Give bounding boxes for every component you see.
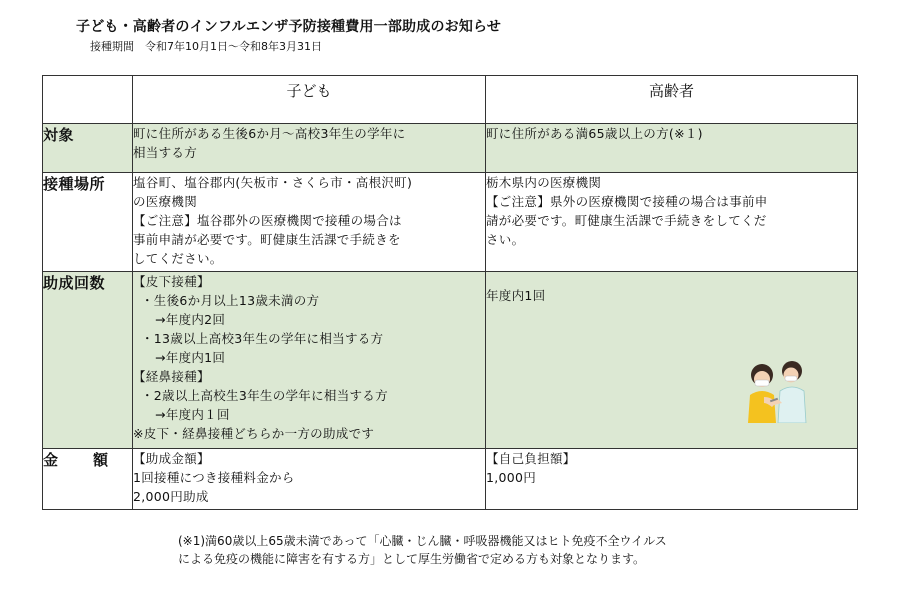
count-note: ※皮下・経鼻接種どちらか一方の助成です [133,426,375,441]
header-senior: 高齢者 [486,76,858,124]
text-line: の医療機関 [133,194,198,209]
amount-senior [486,449,858,510]
list-item: ・生後6か月以上13歳未満の方 [141,293,320,308]
location-child [133,173,486,272]
text-line: 塩谷町、塩谷郡内(矢板市・さくら市・高根沢町) [133,175,413,190]
header-empty-cell [43,76,133,124]
text-line: さい。 [486,232,525,247]
vaccination-period: 接種期間 令和7年10月1日〜令和8年3月31日 [90,40,322,53]
header-child: 子ども [133,76,486,124]
subsidy-table [42,75,858,510]
row-location [43,173,858,272]
label-target: 対象 [43,124,133,173]
text-line: 【自己負担額】 [486,451,576,466]
text-line: 1回接種につき接種料金から [133,470,295,485]
text-line: 町に住所がある満65歳以上の方(※１) [486,126,703,141]
row-count [43,272,858,449]
location-senior [486,173,858,272]
row-target [43,124,858,173]
list-item: ・13歳以上高校3年生の学年に相当する方 [141,331,384,346]
label-count: 助成回数 [43,272,133,449]
text-line: 事前申請が必要です。町健康生活課で手続きを [133,232,401,247]
text-line: 2,000円助成 [133,489,209,504]
label-location: 接種場所 [43,173,133,272]
text-line: 町に住所がある生後6か月〜高校3年生の学年に [133,126,406,141]
list-item-sub: →年度内1回 [155,350,226,365]
row-amount [43,449,858,510]
footnote-line: による免疫の機能に障害を有する方」として厚生労働省で定める方も対象となります。 [178,552,646,566]
amount-child [133,449,486,510]
text-line: 【助成金額】 [133,451,210,466]
label-amount: 金 額 [43,449,133,510]
list-item-sub: →年度内2回 [155,312,226,327]
text-line: 【ご注意】塩谷郡外の医療機関で接種の場合は [133,213,402,228]
target-child [133,124,486,173]
text-line: 相当する方 [133,145,198,160]
subcutaneous-heading: 【皮下接種】 [133,274,210,289]
vaccination-illustration-icon [742,353,812,423]
text-line: 請が必要です。町健康生活課で手続きをしてくだ [486,213,767,228]
text-line: してください。 [133,251,223,266]
nasal-heading: 【経鼻接種】 [133,369,210,384]
header-row [43,76,858,124]
target-senior [486,124,858,173]
count-child [133,272,486,449]
footnote [178,532,667,568]
list-item-sub: →年度内１回 [155,407,230,422]
text-line: 1,000円 [486,470,537,485]
text-line: 【ご注意】県外の医療機関で接種の場合は事前申 [486,194,768,209]
list-item: ・2歳以上高校生3年生の学年に相当する方 [141,388,388,403]
page-title: 子ども・高齢者のインフルエンザ予防接種費用一部助成のお知らせ [76,19,502,35]
text-line: 年度内1回 [486,288,546,303]
footnote-line: (※1)満60歳以上65歳未満であって「心臓・じん臓・呼吸器機能又はヒト免疫不全ウイルス [178,534,667,548]
text-line: 栃木県内の医療機関 [486,175,602,190]
